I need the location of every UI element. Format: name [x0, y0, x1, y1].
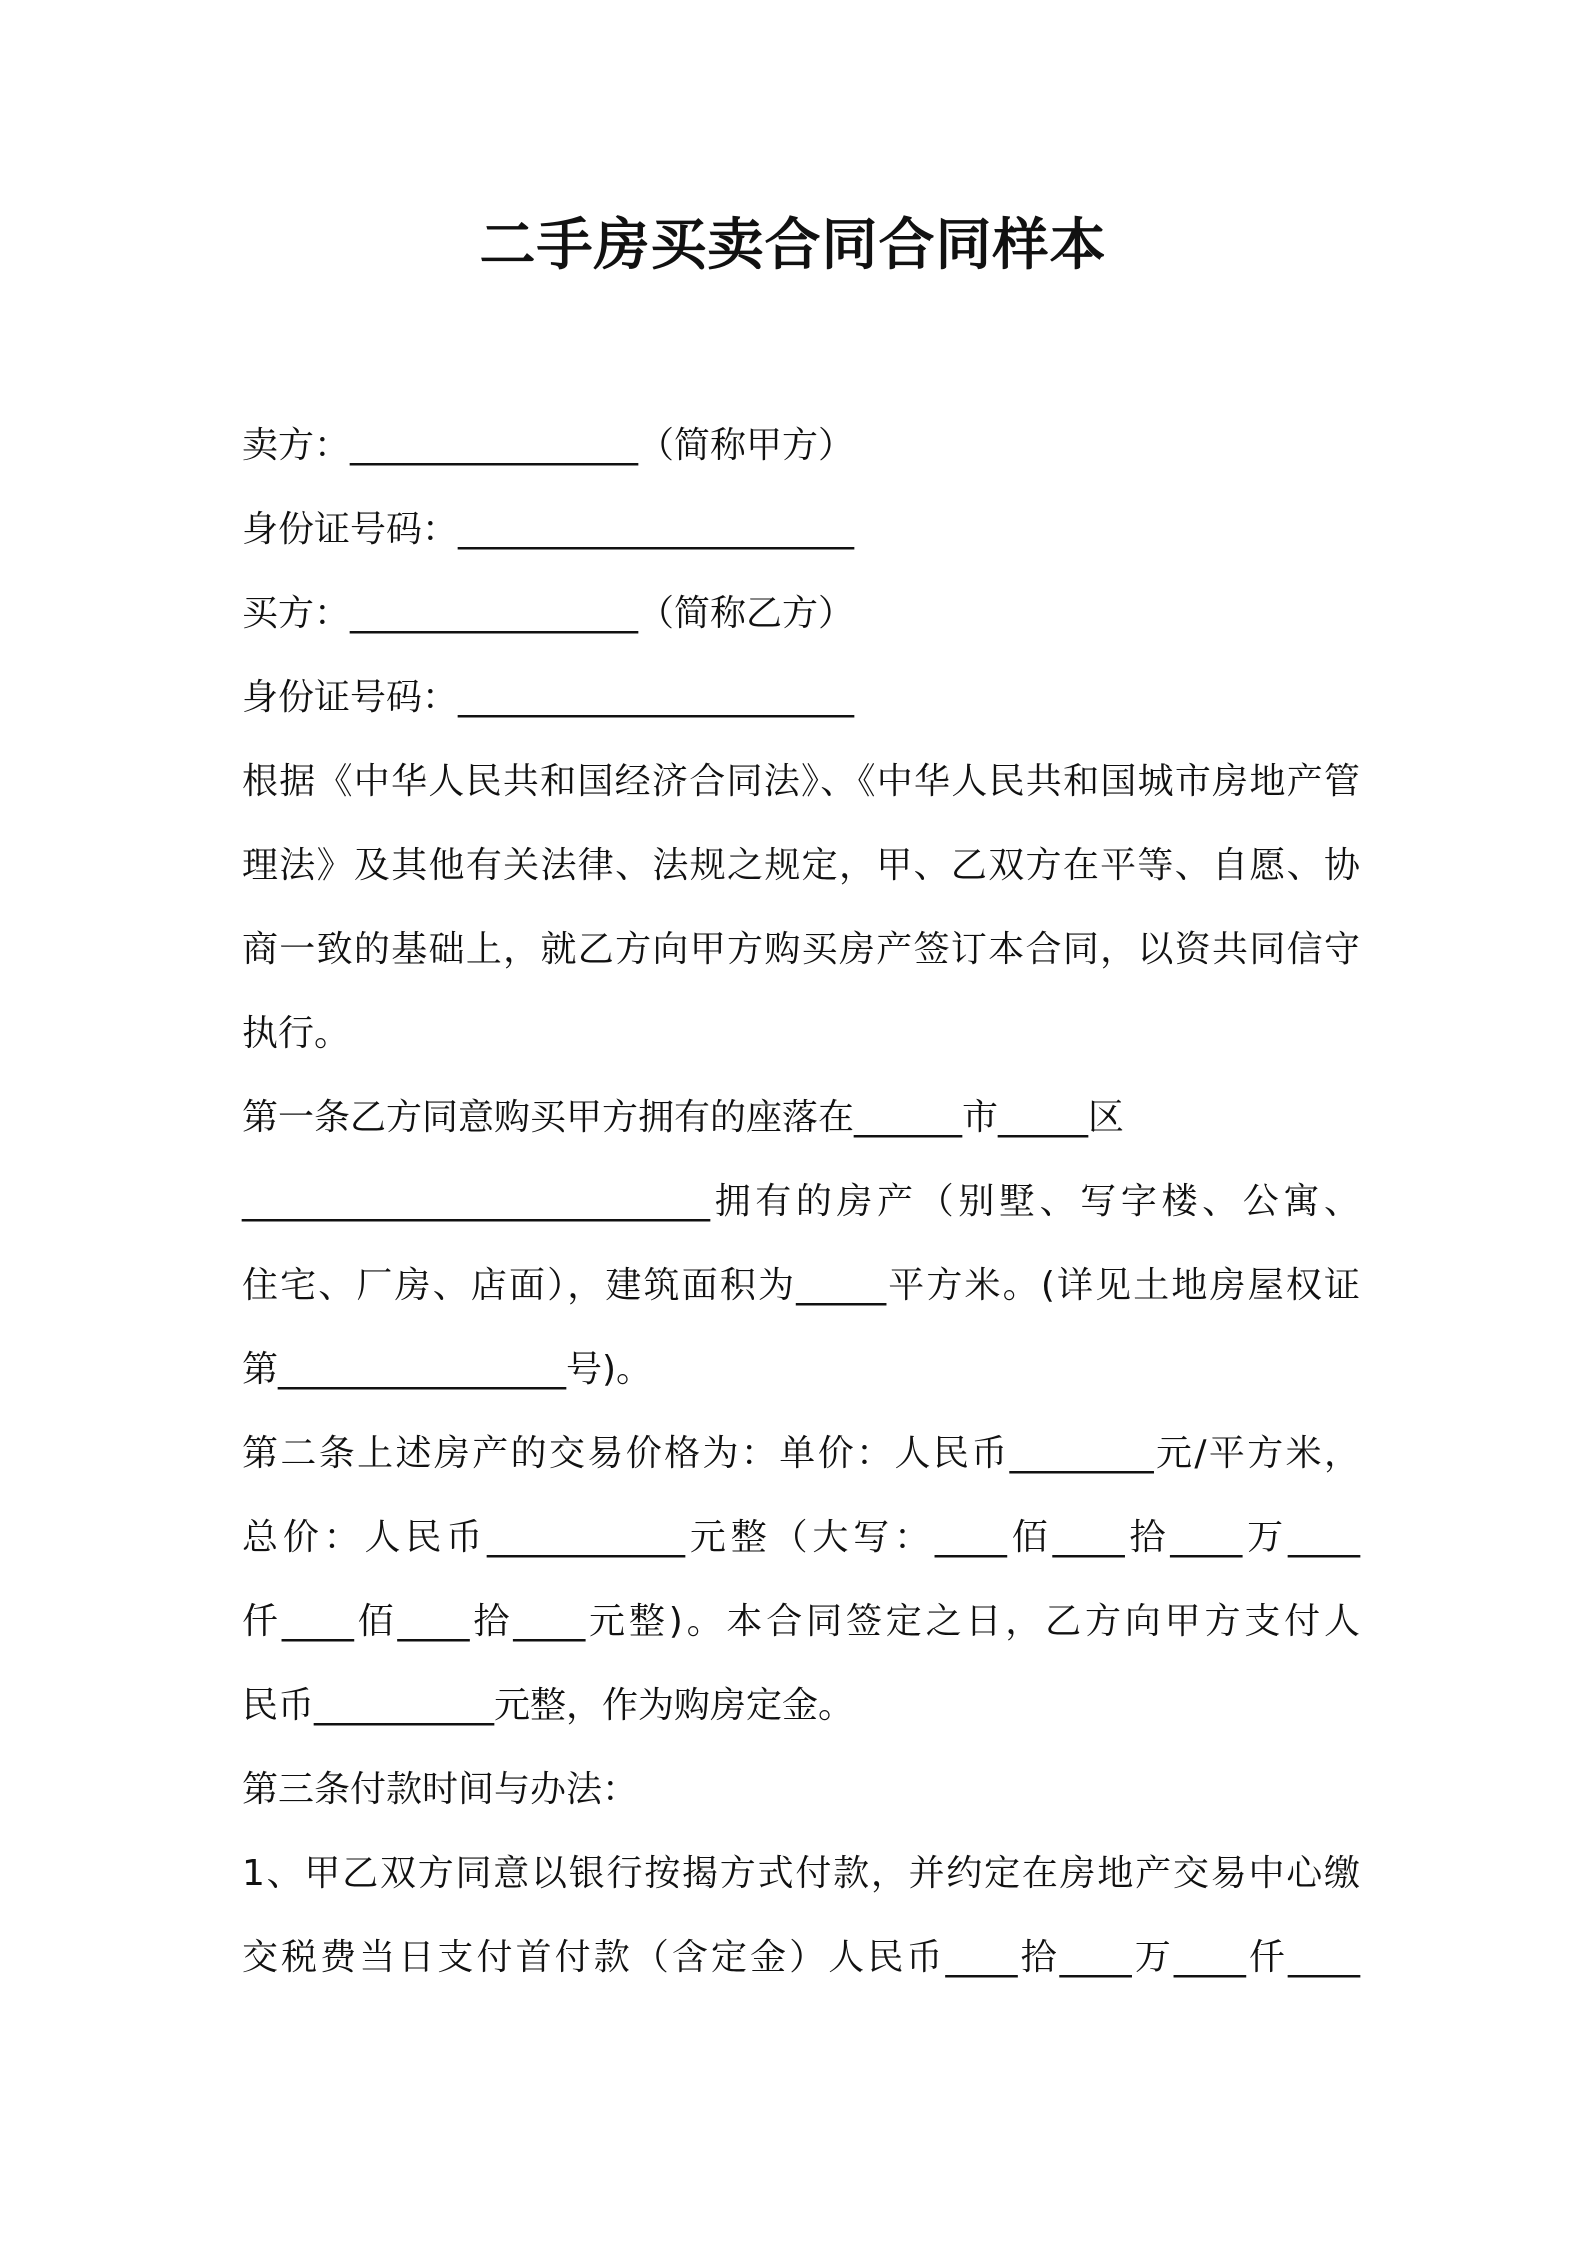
preamble-line-3: 商一致的基础上，就乙方向甲方购买房产签订本合同，以资共同信守 — [242, 929, 1360, 970]
article-1-line-1: 第一条乙方同意购买甲方拥有的座落在______市_____区 — [242, 1097, 1125, 1138]
article-2-line-2: 总价：人民币___________元整（大写：____佰____拾____万____ — [242, 1517, 1360, 1558]
buyer-line: 买方：________________（简称乙方） — [242, 593, 855, 634]
seller-id-line: 身份证号码：______________________ — [242, 509, 855, 550]
article-2-line-3: 仟____佰____拾____元整)。本合同签定之日，乙方向甲方支付人 — [242, 1601, 1360, 1642]
preamble-line-2: 理法》及其他有关法律、法规之规定，甲、乙双方在平等、自愿、协 — [242, 845, 1360, 886]
preamble-line-1: 根据《中华人民共和国经济合同法》、《中华人民共和国城市房地产管 — [242, 761, 1360, 802]
article-3-heading: 第三条付款时间与办法： — [242, 1769, 639, 1810]
seller-line: 卖方：________________（简称甲方） — [242, 425, 855, 466]
document-title: 二手房买卖合同合同样本 — [479, 213, 1107, 278]
article-3-item-1-line-1: 1、甲乙双方同意以银行按揭方式付款，并约定在房地产交易中心缴 — [242, 1853, 1360, 1894]
article-2-line-4: 民币__________元整，作为购房定金。 — [242, 1685, 855, 1726]
article-3-item-1-line-2: 交税费当日支付首付款（含定金）人民币____拾____万____仟____ — [242, 1937, 1360, 1978]
article-1-line-2: __________________________拥有的房产（别墅、写字楼、公寓、 — [242, 1181, 1360, 1222]
buyer-id-line: 身份证号码：______________________ — [242, 677, 855, 718]
article-2-line-1: 第二条上述房产的交易价格为：单价：人民币________元/平方米， — [242, 1433, 1360, 1474]
contract-body — [242, 404, 1360, 2000]
preamble-line-4: 执行。 — [242, 1013, 351, 1054]
article-1-line-4: 第________________号)。 — [242, 1349, 653, 1390]
article-1-line-3: 住宅、厂房、店面），建筑面积为_____平方米。(详见土地房屋权证 — [242, 1265, 1360, 1306]
